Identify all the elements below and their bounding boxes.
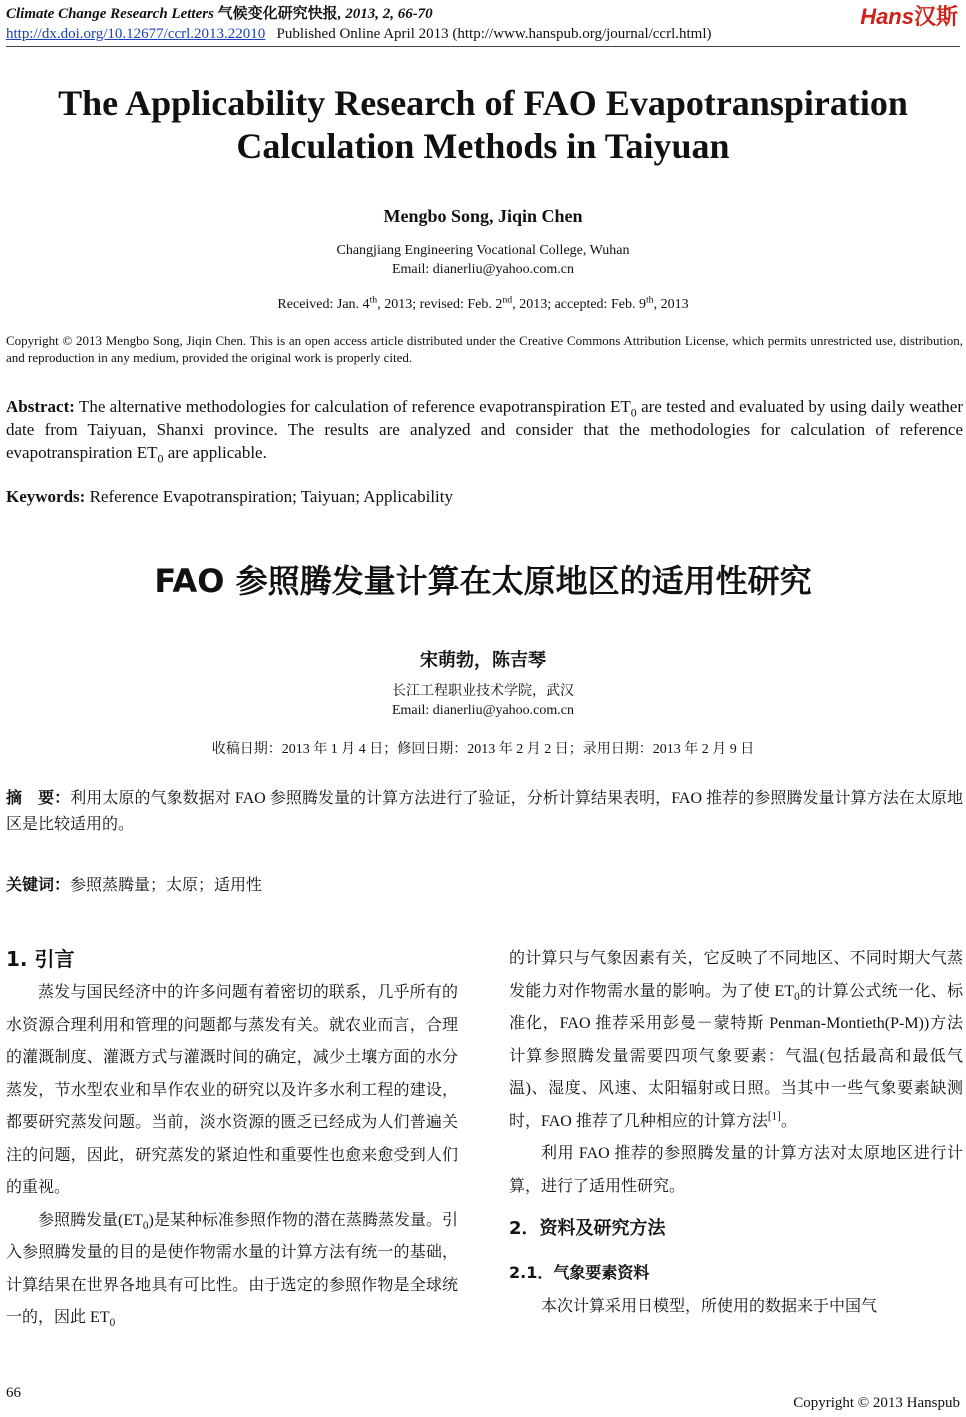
page-number: 66: [6, 1385, 21, 1401]
section-2-heading: 2．资料及研究方法: [509, 1218, 666, 1239]
paragraph: 的计算只与气象因素有关，它反映了不同地区、不同时期大气蒸发能力对作物需水量的影响。为了使 $ET_0$的计算公式统一化、标准化，FAO 推荐采用彭曼－蒙特斯 Penman-Montieth(P-M))方法计算参照腾发量需要四项气象要素：气温(包括最高和最低气温)、湿度、风速、太阳辐射或日照。当其中一些气象要素缺测时，FAO 推荐了几种相应的计算方法[1]。: [509, 950, 963, 1130]
paragraph: 利用 FAO 推荐的参照腾发量的计算方法对太原地区进行计算，进行了适用性研究。: [509, 1145, 963, 1195]
doi-link[interactable]: http://dx.doi.org/10.12677/ccrl.2013.22010: [6, 26, 266, 42]
abstract-cn: 摘 要：利用太原的气象数据对 FAO 参照腾发量的计算方法进行了验证，分析计算结果表明，FAO 推荐的参照腾发量计算方法在太原地区是比较适用的。: [6, 790, 963, 833]
keywords-label-cn: 关键词：: [6, 877, 71, 894]
copyright-notice: Copyright © 2013 Mengbo Song, Jiqin Chen. This is an open access article distributed under the Creative Commons Attribution License, which permits unrestricted use, distribution, and reproduction in any medium, provided the original work is properly cited.: [6, 333, 963, 365]
journal-issue: , 2013, 2, 66-70: [337, 6, 433, 22]
body-column-right: [509, 943, 963, 1324]
authors-cn: 宋萌勃，陈吉琴: [420, 650, 546, 671]
journal-header: [6, 2, 433, 23]
paper-title: The Applicability Research of FAO Evapotranspiration Calculation Methods in Taiyuan: [58, 83, 908, 166]
affiliation-cn: 长江工程职业技术学院，武汉: [392, 684, 574, 699]
affiliation-block: [0, 241, 966, 279]
journal-name-cn: 气候变化研究快报: [217, 6, 338, 22]
paragraph: 参照腾发量$(ET_0)$是某种标准参照作物的潜在蒸腾蒸发量。引入参照腾发量的目的是使作物需水量的计算方法有统一的基础，计算结果在世界各地具有可比性。由于选定的参照作物是全球统一的，因此 $ET_0$: [6, 1211, 458, 1330]
abstract-label-cn: 摘 要：: [6, 790, 71, 807]
body-column-left: [6, 943, 458, 1335]
affiliation-block-cn: [0, 682, 966, 720]
section-1-heading: 1. 引言: [6, 947, 75, 971]
paragraph: 本次计算采用日模型，所使用的数据来于中国气: [541, 1298, 878, 1315]
published-online: Published Online April 2013 (http://www.hanspub.org/journal/ccrl.html): [276, 26, 712, 42]
email-cn: Email: dianerliu@yahoo.com.cn: [391, 703, 574, 718]
doi-line: [6, 26, 712, 43]
received-dates: Received: Jan. 4th, 2013; revised: Feb. 2nd, 2013; accepted: Feb. 9th, 2013: [277, 294, 689, 312]
abstract-label: Abstract:: [6, 397, 75, 416]
authors: Mengbo Song, Jiqin Chen: [383, 206, 583, 226]
paragraph: 蒸发与国民经济中的许多问题有着密切的联系，几乎所有的水资源合理利用和管理的问题都与蒸发有关。就农业而言，合理的灌溉制度、灌溉方式与灌溉时间的确定，减少土壤方面的水分蒸发，节水型农业和旱作农业的研究以及许多水利工程的建设，都要研究蒸发问题。当前，淡水资源的匮乏已经成为人们普遍关注的问题，因此，研究蒸发的紧迫性和重要性也愈来愈受到人们的重视。: [6, 984, 458, 1196]
abstract: Abstract: The alternative methodologies for calculation of reference evapotranspiration $ET_0$ are tested and evaluated by using daily weather date from Taiyuan, Shanxi province. The results are analyzed and consider that the methodologies for calculation of reference evapotranspiration $ET_0$ are applicable.: [6, 397, 963, 466]
keywords-cn: 关键词：参照蒸腾量；太原；适用性: [6, 877, 263, 894]
header-divider: [6, 46, 960, 47]
email: Email: dianerliu@yahoo.com.cn: [391, 262, 574, 277]
footer-copyright: Copyright © 2013 Hanspub: [793, 1395, 960, 1411]
journal-name-en: Climate Change Research Letters: [6, 6, 214, 22]
section-2-1-heading: 2.1．气象要素资料: [509, 1263, 650, 1282]
keywords-label: Keywords:: [6, 487, 86, 506]
received-dates-cn: 收稿日期：2013 年 1 月 4 日；修回日期：2013 年 2 月 2 日；录用日期：2013 年 2 月 9 日: [211, 742, 755, 757]
affiliation: Changjiang Engineering Vocational College, Wuhan: [336, 243, 630, 258]
citation-ref[interactable]: [1]: [767, 1110, 781, 1123]
paper-title-cn: FAO 参照腾发量计算在太原地区的适用性研究: [154, 562, 812, 600]
keywords: Keywords: Reference Evapotranspiration; Taiyuan; Applicability: [6, 487, 453, 506]
hanspub-logo: Hans汉斯: [860, 4, 958, 29]
